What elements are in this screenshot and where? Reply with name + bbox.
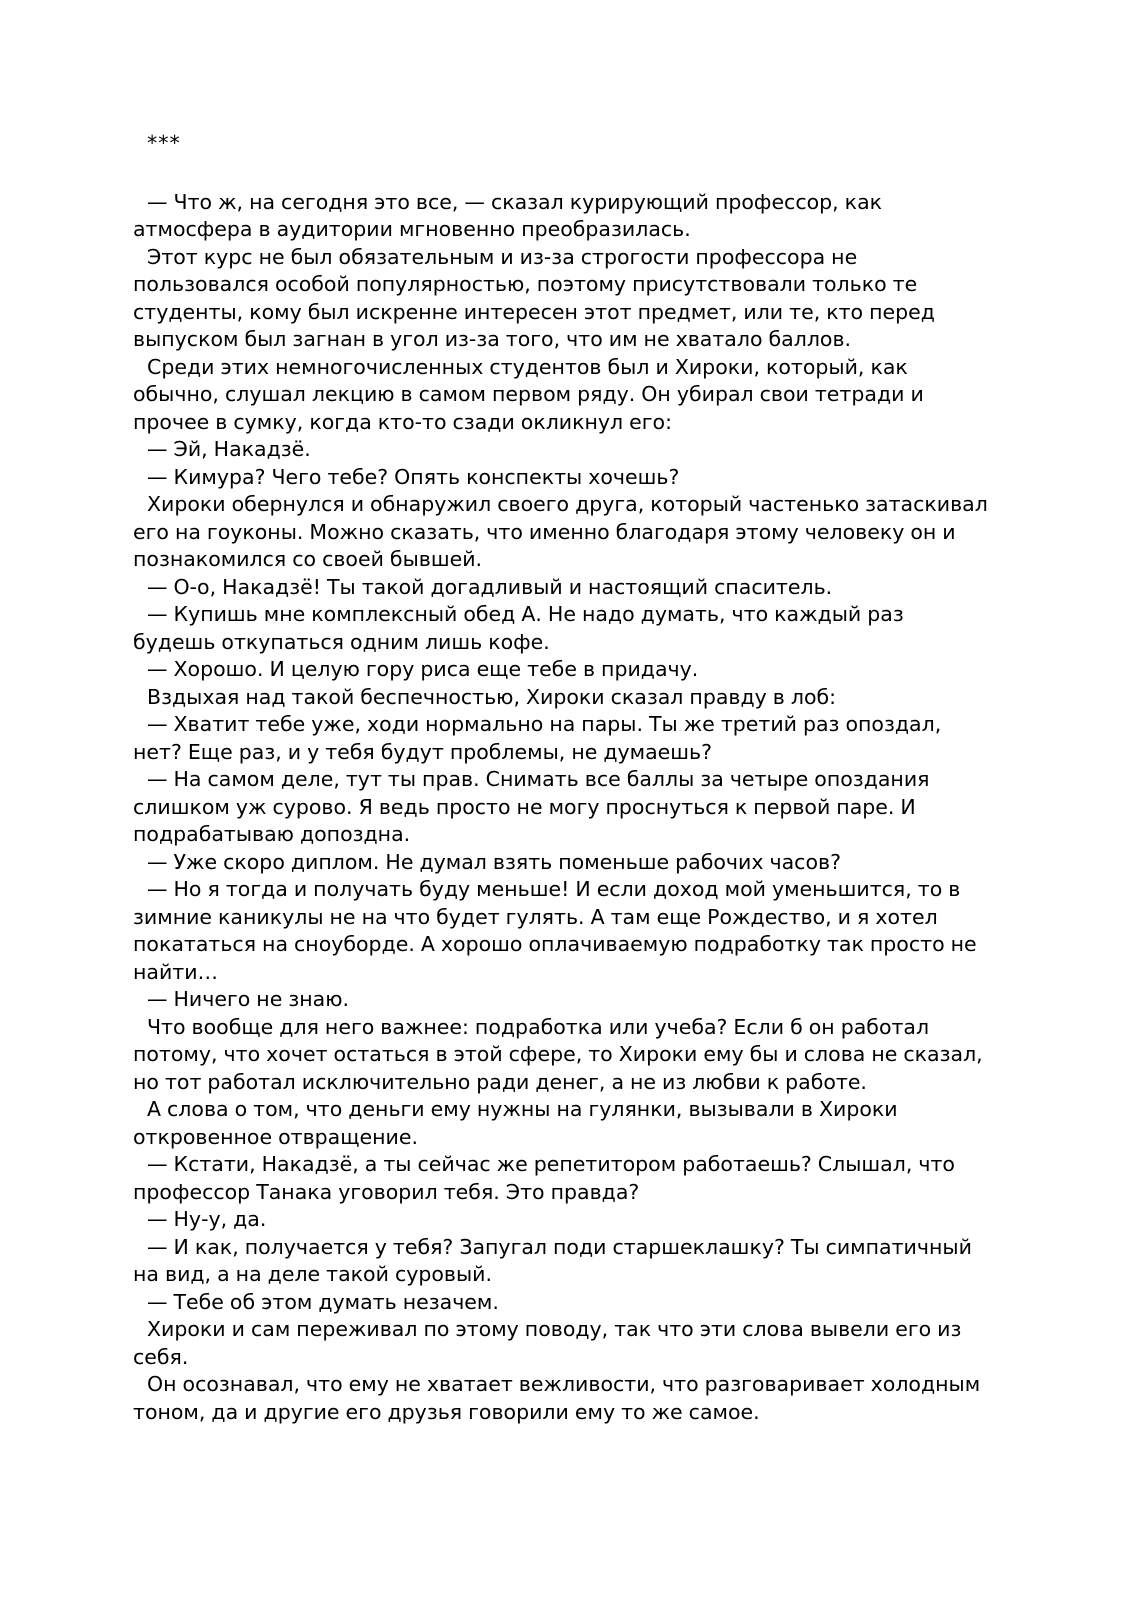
paragraph: Что вообще для него важнее: подработка или учеба? Если б он работал потому, что хочет остаться в этой сфере, то Хироки ему бы и слова не сказал, но тот работал исключительно ради денег, а не из любви к работе. bbox=[133, 1014, 983, 1094]
paragraph: Он осознавал, что ему не хватает вежливости, что разговаривает холодным тоном, да и другие его друзья говорили ему то же самое. bbox=[133, 1372, 981, 1424]
paragraph: — Кимура? Чего тебе? Опять конспекты хочешь? bbox=[147, 464, 680, 489]
paragraph: — Эй, Накадзё. bbox=[147, 437, 311, 461]
paragraph: — Ничего не знаю. bbox=[147, 987, 349, 1011]
section-break: *** bbox=[147, 131, 181, 155]
paragraph: — Купишь мне комплексный обед А. Не надо думать, что каждый раз будешь откупаться одним лишь кофе. bbox=[133, 602, 904, 654]
paragraph: Вздыхая над такой беспечностью, Хироки сказал правду в лоб: bbox=[147, 684, 837, 709]
paragraph: — О-о, Накадзё! Ты такой догадливый и настоящий спаситель. bbox=[147, 574, 833, 599]
paragraph: Этот курс не был обязательным и из-за строгости профессора не пользовался особой популярностью, поэтому присутствовали только те студенты, кому был искренне интересен этот предмет, или те, кто перед выпуском был загнан в угол из-за того, что им не хватало баллов. bbox=[133, 244, 935, 351]
paragraph: — На самом деле, тут ты прав. Снимать все баллы за четыре опоздания слишком уж сурово. Я ведь просто не могу проснуться к первой паре. И подрабатываю допоздна. bbox=[133, 767, 930, 846]
paragraph: Хироки обернулся и обнаружил своего друга, который частенько затаскивал его на гоуконы. Можно сказать, что именно благодаря этому человеку он и познакомился со своей бывшей. bbox=[133, 492, 988, 571]
paragraph: — Ну-у, да. bbox=[147, 1207, 267, 1231]
paragraph: — Что ж, на сегодня это все, — сказал курирующий профессор, как атмосфера в аудитории мгновенно преобразилась. bbox=[133, 189, 883, 241]
paragraph: — Но я тогда и получать буду меньше! И если доход мой уменьшится, то в зимние каникулы не на что будет гулять. А там еще Рождество, и я хотел покататься на сноуборде. А хорошо оплачиваемую подработку так просто не найти… bbox=[133, 877, 977, 984]
text-body bbox=[133, 189, 991, 1427]
paragraph: — Хватит тебе уже, ходи нормально на пары. Ты же третий раз опоздал, нет? Еще раз, и у тебя будут проблемы, не думаешь? bbox=[133, 712, 942, 764]
paragraph: — Хорошо. И целую гору риса еще тебе в придачу. bbox=[147, 657, 699, 681]
paragraph: — И как, получается у тебя? Запугал поди старшеклашку? Ты симпатичный на вид, а на деле такой суровый. bbox=[133, 1234, 972, 1286]
paragraph: — Тебе об этом думать незачем. bbox=[147, 1289, 499, 1314]
paragraph: Среди этих немногочисленных студентов был и Хироки, который, как обычно, слушал лекцию в самом первом ряду. Он убирал свои тетради и прочее в сумку, когда кто-то сзади окликнул его: bbox=[133, 354, 924, 434]
paragraph: Хироки и сам переживал по этому поводу, так что эти слова вывели его из себя. bbox=[133, 1317, 962, 1369]
paragraph: А слова о том, что деньги ему нужны на гулянки, вызывали в Хироки откровенное отвращение. bbox=[133, 1097, 898, 1149]
paragraph: — Уже скоро диплом. Не думал взять поменьше рабочих часов? bbox=[147, 849, 841, 874]
book-page bbox=[133, 130, 991, 1426]
paragraph: — Кстати, Накадзё, а ты сейчас же репетитором работаешь? Слышал, что профессор Танака уговорил тебя. Это правда? bbox=[133, 1152, 955, 1204]
